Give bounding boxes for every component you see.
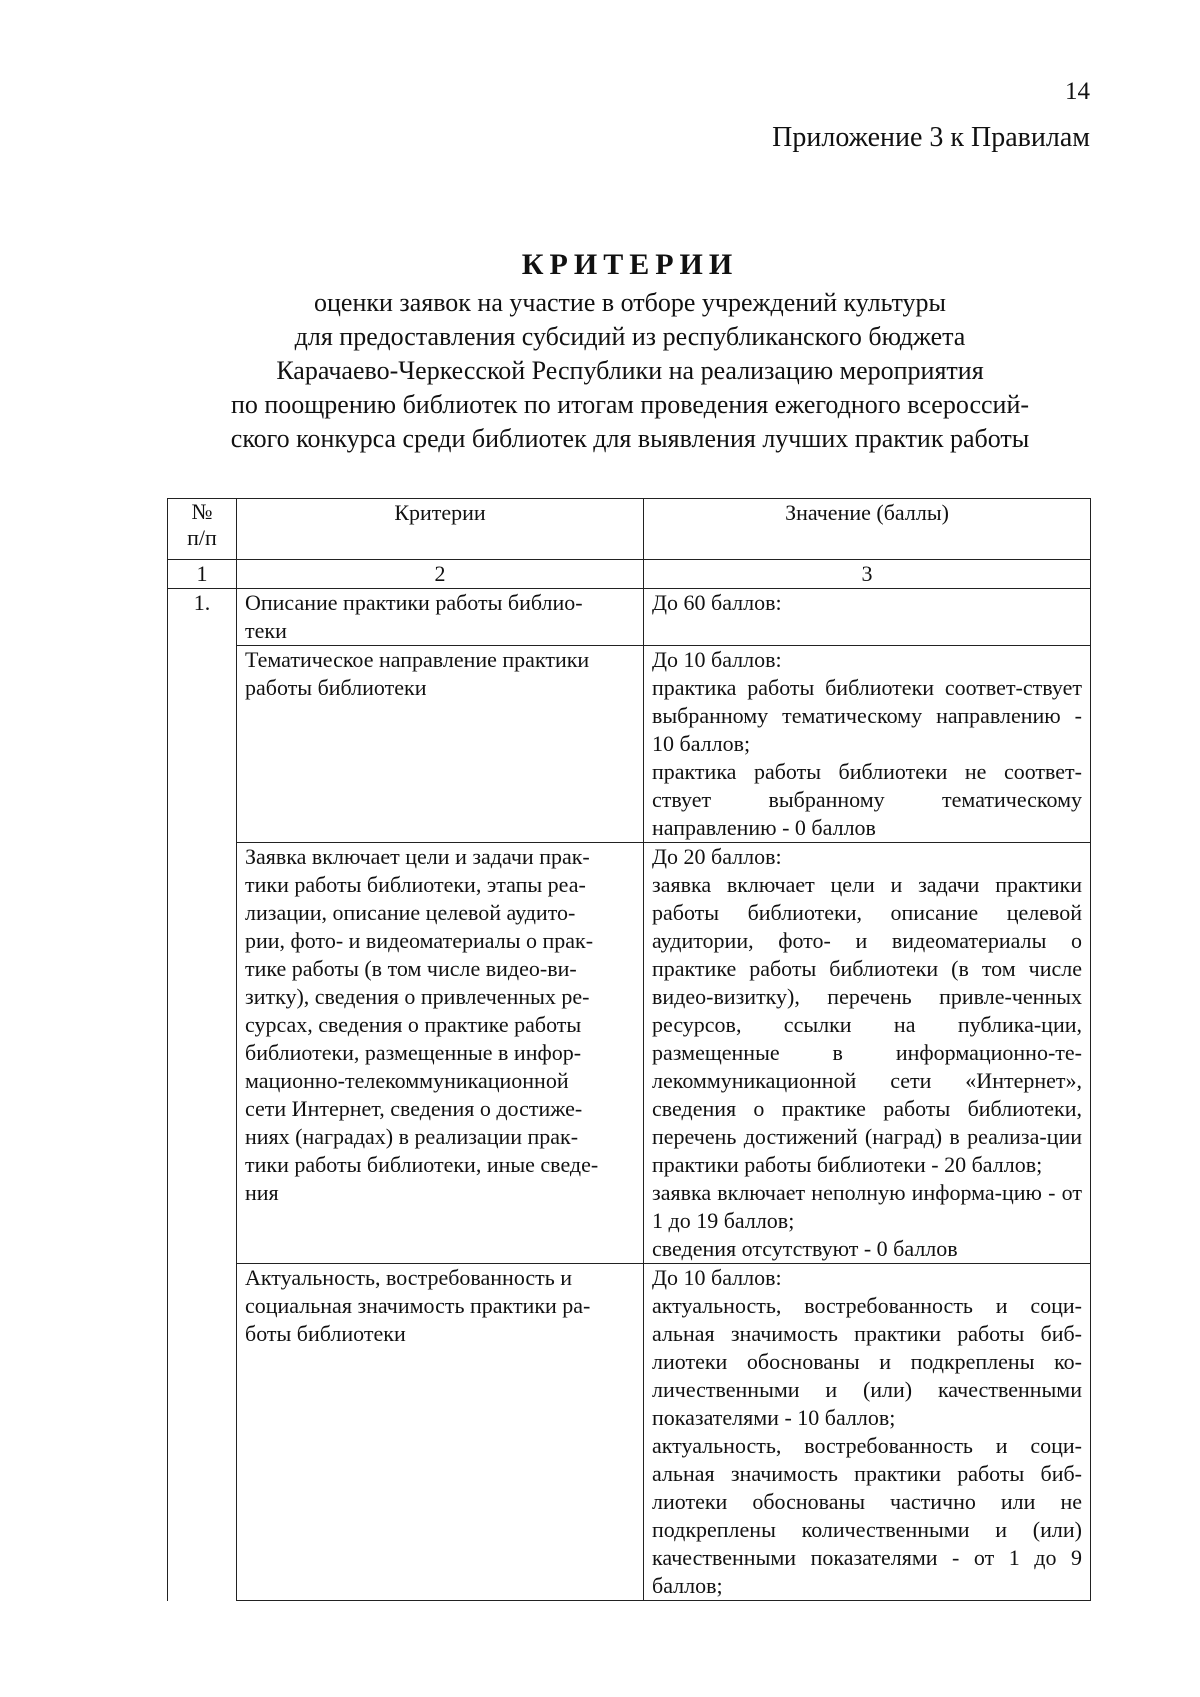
index-cell: 1 bbox=[168, 560, 237, 589]
value-line: заявка включает неполную информа-цию - от 1 до 19 баллов; bbox=[652, 1180, 1082, 1233]
row-value bbox=[644, 589, 1091, 646]
row-number bbox=[168, 646, 237, 843]
row-criteria: Описание практики работы библио- теки bbox=[237, 589, 644, 646]
criteria-table bbox=[167, 498, 1091, 1601]
row-criteria: Заявка включает цели и задачи прак- тики работы библиотеки, этапы реа- лизации, описание целевой аудито- рии, фото- и видеоматериалы о прак- тике работы (в том числе видео-ви- зитку), сведения о привлеченных ре- сурсах, сведения о практике работы библиотеки, размещенные в инфор- мационно-телекоммуникационной сети Интернет, сведения о достиже- ниях (наградах) в реализации прак- тики работы библиотеки, иные сведе- ния bbox=[237, 843, 644, 1264]
value-line: заявка включает цели и задачи практики работы библиотеки, описание целевой аудитории, фото- и видеоматериалы о практике работы библиотеки (в том числе видео-визитку), перечень привле-ченных ресурсов, ссылки на публика-ции, размещенные в информационно-те-лекоммуникационной сети «Интернет», сведения о практике работы библиотеки, перечень достижений (наград) в реализа-ции практики работы библиотеки - 20 баллов; bbox=[652, 872, 1082, 1177]
value-line: практика работы библиотеки соответ-ствует выбранному тематическому направлению - 10 баллов; bbox=[652, 675, 1082, 756]
table-row bbox=[168, 589, 1091, 646]
document-subtitle: оценки заявок на участие в отборе учреждений культуры для предоставления субсидий из республиканского бюджета Карачаево-Черкесской Республики на реализацию мероприятия по поощрению библиотек по итогам проведения ежегодного всероссий- ского конкурса среди библиотек для выявления лучших практик работы bbox=[230, 288, 1030, 453]
row-value bbox=[644, 1264, 1091, 1601]
row-value bbox=[644, 646, 1091, 843]
table-row bbox=[168, 646, 1091, 843]
table-row bbox=[168, 1264, 1091, 1601]
row-criteria: Тематическое направление практики работы библиотеки bbox=[237, 646, 644, 843]
value-line: практика работы библиотеки не соответ-ствует выбранному тематическому направлению - 0 баллов bbox=[652, 759, 1082, 840]
value-line: актуальность, востребованность и соци-альная значимость практики работы биб-лиотеки обоснованы и подкреплены ко-личественными и (или) качественными показателями - 10 баллов; bbox=[652, 1293, 1082, 1430]
index-cell: 2 bbox=[237, 560, 644, 589]
table-row bbox=[168, 843, 1091, 1264]
header-number: № п/п bbox=[168, 499, 237, 560]
value-line: До 10 баллов: bbox=[652, 647, 782, 672]
header-criteria: Критерии bbox=[237, 499, 644, 560]
value-line: сведения отсутствуют - 0 баллов bbox=[652, 1236, 958, 1261]
value-line: актуальность, востребованность и соци-альная значимость практики работы биб-лиотеки обоснованы частично или не подкреплены количественными и (или) качественными показателями - от 1 до 9 баллов; bbox=[652, 1433, 1082, 1598]
document-title: КРИТЕРИИ bbox=[521, 248, 739, 281]
value-line: До 20 баллов: bbox=[652, 844, 782, 869]
appendix-label: Приложение 3 к Правилам bbox=[772, 122, 1090, 153]
page-number: 14 bbox=[1065, 78, 1090, 105]
table-index-row bbox=[168, 560, 1091, 589]
value-line: До 60 баллов: bbox=[652, 590, 782, 615]
table-header-row bbox=[168, 499, 1091, 560]
row-value bbox=[644, 843, 1091, 1264]
row-criteria: Актуальность, востребованность и социальная значимость практики ра- боты библиотеки bbox=[237, 1264, 644, 1601]
index-cell: 3 bbox=[644, 560, 1091, 589]
header-value: Значение (баллы) bbox=[644, 499, 1091, 560]
row-number: 1. bbox=[168, 589, 237, 646]
title-block bbox=[170, 248, 1090, 456]
value-line: До 10 баллов: bbox=[652, 1265, 782, 1290]
row-number bbox=[168, 1264, 237, 1601]
row-number bbox=[168, 843, 237, 1264]
